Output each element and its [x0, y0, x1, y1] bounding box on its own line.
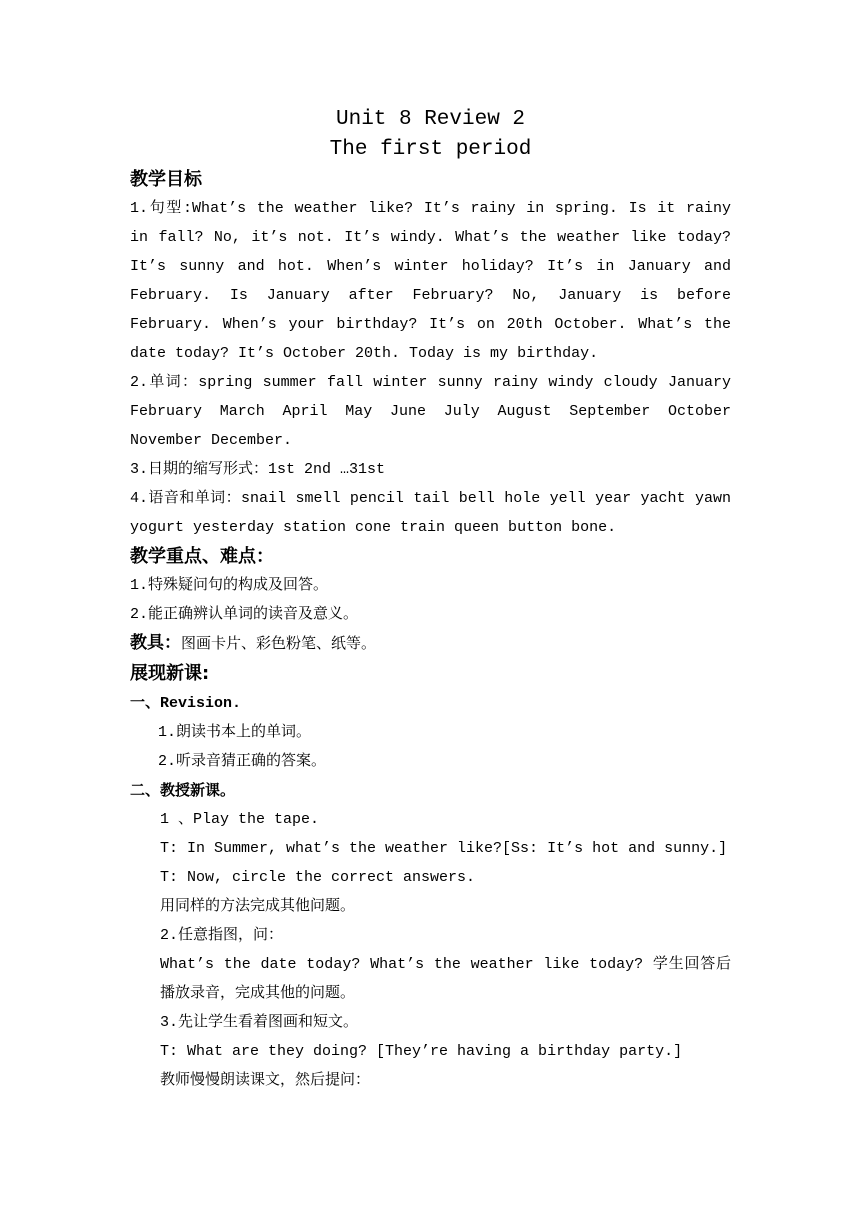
goal-words: 2.单词：spring summer fall winter sunny rainy windy cloudy January February March April May June July August September October November December.	[130, 374, 731, 449]
document-page	[130, 102, 731, 1095]
lesson-line-2: T: In Summer, what’s the weather like?[Ss: It’s hot and sunny.]	[160, 840, 728, 857]
lesson-line-4: 用同样的方法完成其他问题。	[160, 898, 356, 915]
key-point-1: 1.特殊疑问句的构成及回答。	[130, 577, 329, 594]
goal-phonics: 4.语音和单词：snail smell pencil tail bell hole yell year yacht yawn yogurt yesterday station cone train queen button bone.	[130, 490, 731, 536]
lesson-line-3: T: Now, circle the correct answers.	[160, 869, 476, 886]
section-new-lesson-heading: 二、教授新课。	[130, 781, 236, 799]
new-lesson-heading: 展现新课:	[130, 663, 210, 684]
section-revision-number: 一、	[130, 693, 161, 711]
revision-item-2: 2.听录音猜正确的答案。	[158, 753, 327, 770]
key-point-2: 2.能正确辨认单词的读音及意义。	[130, 606, 359, 623]
document-subtitle: The first period	[329, 138, 532, 161]
key-points-heading: 教学重点、难点：	[130, 546, 274, 567]
goal-dates: 3.日期的缩写形式：1st 2nd …31st	[130, 461, 386, 478]
section-revision-heading	[130, 688, 731, 718]
goal-sentences: 1.句型:What’s the weather like? It’s rainy in spring. Is it rainy in fall? No, it’s not. It’s windy. What’s the weather like today? It’s sunny and hot. When’s winter holiday? It’s in January and February. Is January after February? No, January is before February. When’s your birthday? It’s on 20th October. What’s the date today? It’s October 20th. Today is my birthday.	[130, 200, 731, 362]
revision-item-1: 1.朗读书本上的单词。	[158, 724, 312, 741]
lesson-line-1: 1 、Play the tape.	[160, 811, 320, 828]
document-title: Unit 8 Review 2	[335, 108, 526, 131]
tools-text: 图画卡片、彩色粉笔、纸等。	[181, 636, 377, 653]
lesson-line-5: 2.任意指图，问：	[160, 927, 284, 944]
lesson-line-9: 教师慢慢朗读课文，然后提问：	[160, 1072, 371, 1089]
goals-heading: 教学目标	[130, 169, 202, 190]
section-revision-title: Revision.	[160, 695, 242, 712]
lesson-line-7: 3.先让学生看着图画和短文。	[160, 1014, 359, 1031]
lesson-line-8: T: What are they doing? [They’re having a birthday party.]	[160, 1043, 683, 1060]
tools-label: 教具：	[130, 633, 181, 653]
lesson-line-6: What’s the date today? What’s the weather like today? 学生回答后播放录音，完成其他的问题。	[160, 956, 731, 1002]
teaching-tools	[130, 629, 731, 659]
